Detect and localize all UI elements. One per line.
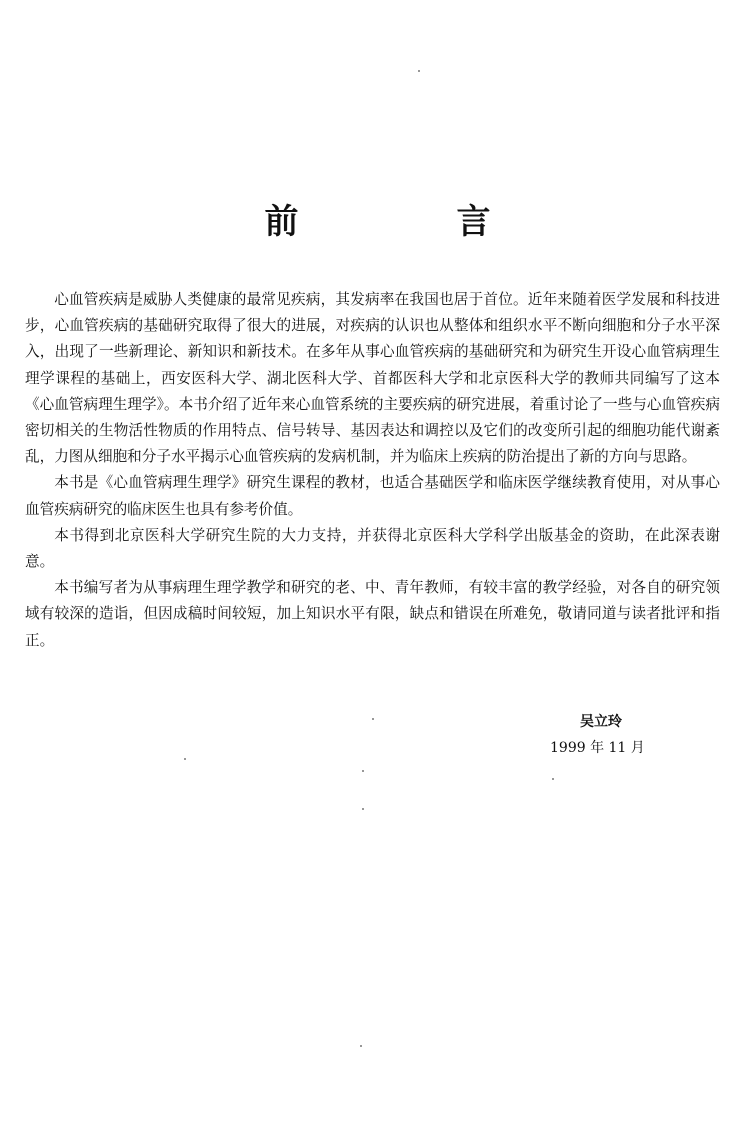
scan-speck: [418, 70, 420, 72]
preface-paragraph-4: 本书编写者为从事病理生理学教学和研究的老、中、青年教师，有较丰富的教学经验，对各自的研究领域有较深的造诣，但因成稿时间较短，加上知识水平有限，缺点和错误在所难免，敬请同道与读者批评和指正。: [25, 579, 720, 649]
signature-block: [550, 709, 670, 761]
scan-speck: [184, 758, 186, 760]
scan-speck: [552, 778, 554, 780]
preface-paragraph-2: 本书是《心血管病理生理学》研究生课程的教材，也适合基础医学和临床医学继续教育使用，对从事心血管疾病研究的临床医生也具有参考价值。: [25, 474, 720, 518]
page-title: 前 言: [264, 202, 553, 242]
preface-paragraph-3: 本书得到北京医科大学研究生院的大力支持，并获得北京医科大学科学出版基金的资助，在此深表谢意。: [25, 526, 720, 571]
scan-speck: [362, 808, 364, 810]
signature-date: 1999 年 11 月: [550, 740, 645, 756]
scan-speck: [372, 718, 374, 720]
scan-speck: [362, 770, 364, 772]
scan-speck: [360, 1045, 362, 1047]
signature-author: 吴立玲: [580, 714, 622, 730]
preface-body: [25, 287, 720, 654]
preface-paragraph-1: 心血管疾病是威胁人类健康的最常见疾病，其发病率在我国也居于首位。近年来随着医学发展和科技进步，心血管疾病的基础研究取得了很大的进展，对疾病的认识也从整体和组织水平不断向细胞和分子水平深入，出现了一些新理论、新知识和新技术。在多年从事心血管疾病的基础研究和为研究生开设心血管病理生理学课程的基础上，西安医科大学、湖北医科大学、首都医科大学和北京医科大学的教师共同编写了这本《心血管病理生理学》。本书介绍了近年来心血管系统的主要疾病的研究进展，着重讨论了一些与心血管疾病密切相关的生物活性物质的作用特点、信号转导、基因表达和调控以及它们的改变所引起的细胞功能代谢紊乱，力图从细胞和分子水平揭示心血管疾病的发病机制，并为临床上疾病的防治提出了新的方向与思路。: [25, 291, 720, 466]
